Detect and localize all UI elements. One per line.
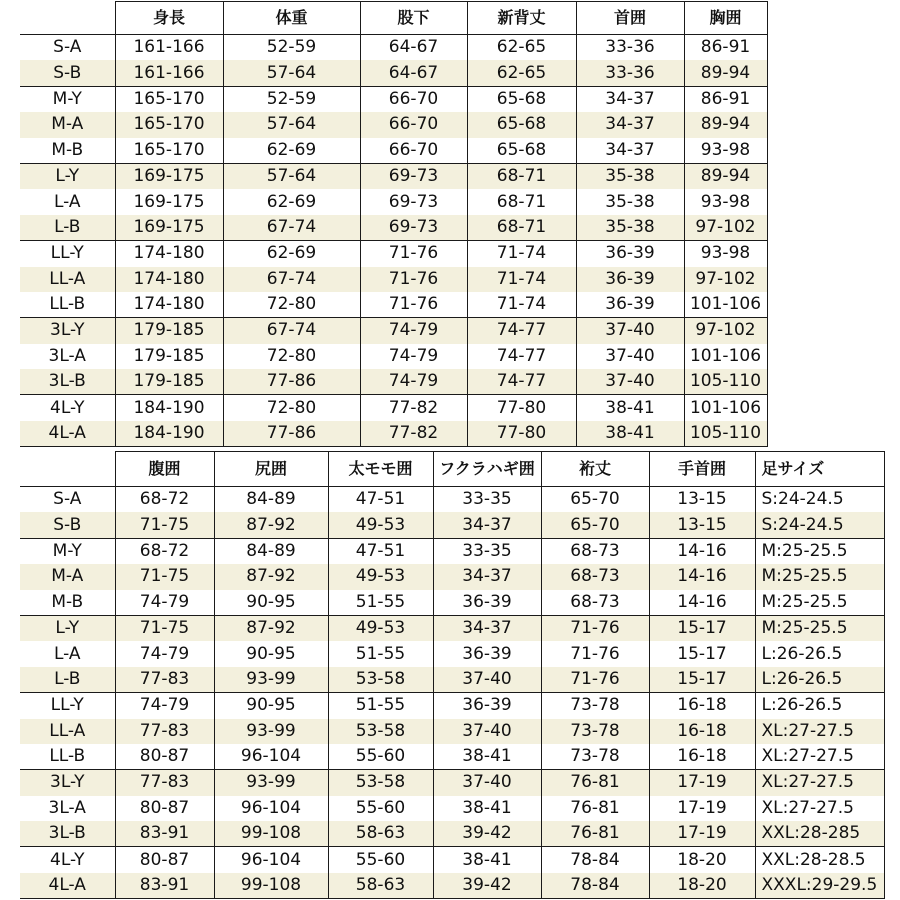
value-cell: 52-59: [223, 86, 360, 112]
value-cell: 15-17: [649, 615, 755, 641]
value-cell: 37-40: [433, 770, 541, 796]
table-row: [20, 770, 884, 796]
value-cell: 96-104: [214, 744, 328, 770]
size-label-cell: L-Y: [20, 615, 115, 641]
value-cell: 13-15: [649, 487, 755, 513]
value-cell: 93-99: [214, 719, 328, 744]
value-cell: 99-108: [214, 821, 328, 847]
value-cell: 39-42: [433, 873, 541, 899]
value-cell: 77-82: [360, 421, 467, 447]
size-label-cell: LL-Y: [50, 243, 84, 264]
header-corner: [20, 452, 115, 487]
size-label-cell: 4L-A: [20, 873, 115, 899]
value-cell: 71-74: [467, 267, 576, 292]
value-cell: 57-64: [223, 163, 360, 189]
column-header: 足サイズ: [755, 452, 884, 487]
value-cell: 47-51: [328, 487, 433, 513]
column-header: フクラハギ囲: [433, 452, 541, 487]
value-cell: 68-73: [541, 590, 649, 616]
value-cell: 57-64: [223, 112, 360, 137]
value-cell: 89-94: [684, 60, 767, 86]
table-row: [20, 344, 767, 369]
column-header: 尻囲: [214, 452, 328, 487]
value-cell: 13-15: [649, 512, 755, 538]
size-label-cell: 3L-B: [20, 369, 115, 395]
value-cell: 78-84: [541, 847, 649, 873]
size-label-cell: LL-B: [20, 292, 115, 318]
value-cell: 80-87: [115, 744, 214, 770]
value-cell: 174-180: [115, 241, 223, 267]
column-header: 手首囲: [649, 452, 755, 487]
column-header: 裄丈: [541, 452, 649, 487]
value-cell: 35-38: [576, 163, 684, 189]
table-row: [20, 693, 884, 719]
value-cell: 97-102: [684, 318, 767, 344]
size-table-upper: [20, 1, 768, 447]
value-cell: 71-75: [115, 512, 214, 538]
size-table-lower: [20, 451, 885, 899]
table-row: [20, 538, 884, 564]
table-row: [20, 138, 767, 164]
size-label-cell: 3L-Y: [20, 770, 115, 796]
size-label-cell: 3L-A: [48, 797, 86, 818]
size-label-cell: M-B: [20, 590, 115, 616]
value-cell: 14-16: [649, 590, 755, 616]
value-cell: 53-58: [328, 719, 433, 744]
size-label-cell: S-A: [53, 489, 82, 510]
table-row: [20, 292, 767, 318]
value-cell: L:26-26.5: [755, 693, 884, 719]
value-cell: 74-79: [115, 693, 214, 719]
table-row: [20, 163, 767, 189]
value-cell: 65-68: [467, 138, 576, 164]
value-cell: 86-91: [684, 86, 767, 112]
value-cell: S:24-24.5: [755, 487, 884, 513]
value-cell: 169-175: [115, 215, 223, 241]
value-cell: 74-79: [115, 641, 214, 666]
value-cell: 68-72: [115, 487, 214, 513]
value-cell: 71-76: [360, 267, 467, 292]
value-cell: XL:27-27.5: [755, 744, 884, 770]
value-cell: XL:27-27.5: [755, 719, 884, 744]
column-header: 首囲: [576, 2, 684, 35]
value-cell: 71-76: [360, 292, 467, 318]
value-cell: 17-19: [649, 796, 755, 821]
value-cell: 71-76: [541, 641, 649, 666]
value-cell: 96-104: [214, 847, 328, 873]
column-header: 太モモ囲: [328, 452, 433, 487]
value-cell: 62-69: [223, 138, 360, 164]
size-label-cell: L-Y: [20, 163, 115, 189]
value-cell: 71-76: [541, 615, 649, 641]
value-cell: 76-81: [541, 796, 649, 821]
value-cell: M:25-25.5: [755, 538, 884, 564]
value-cell: 74-77: [467, 369, 576, 395]
value-cell: 74-77: [467, 344, 576, 369]
value-cell: 161-166: [115, 60, 223, 86]
value-cell: 101-106: [684, 292, 767, 318]
value-cell: 47-51: [328, 538, 433, 564]
value-cell: 53-58: [328, 770, 433, 796]
size-label-cell: 4L-A: [20, 421, 115, 447]
value-cell: 74-79: [360, 318, 467, 344]
value-cell: 34-37: [433, 564, 541, 589]
value-cell: 18-20: [649, 873, 755, 899]
table-row: [20, 641, 884, 666]
value-cell: 62-69: [223, 189, 360, 214]
value-cell: 71-75: [115, 615, 214, 641]
value-cell: 179-185: [115, 369, 223, 395]
value-cell: 66-70: [360, 86, 467, 112]
value-cell: 96-104: [214, 796, 328, 821]
table-row: [20, 719, 884, 744]
value-cell: 68-71: [467, 163, 576, 189]
table-row: [20, 369, 767, 395]
value-cell: 84-89: [214, 487, 328, 513]
table-row: [20, 744, 884, 770]
value-cell: 72-80: [223, 292, 360, 318]
value-cell: 62-65: [467, 35, 576, 61]
value-cell: 101-106: [684, 395, 767, 421]
value-cell: 51-55: [328, 641, 433, 666]
value-cell: 55-60: [328, 796, 433, 821]
size-label-cell: S-B: [20, 60, 115, 86]
value-cell: 184-190: [115, 421, 223, 447]
header-row: [20, 2, 767, 35]
value-cell: 174-180: [115, 292, 223, 318]
value-cell: 37-40: [576, 344, 684, 369]
value-cell: 36-39: [433, 641, 541, 666]
value-cell: M:25-25.5: [755, 615, 884, 641]
value-cell: 34-37: [433, 512, 541, 538]
value-cell: 38-41: [433, 744, 541, 770]
table-row: [20, 267, 767, 292]
value-cell: S:24-24.5: [755, 512, 884, 538]
column-header: 腹囲: [115, 452, 214, 487]
value-cell: 65-68: [467, 112, 576, 137]
value-cell: 76-81: [541, 770, 649, 796]
table-row: [20, 512, 884, 538]
size-label-cell: L-A: [53, 191, 81, 212]
value-cell: 72-80: [223, 395, 360, 421]
column-header: 新背丈: [467, 2, 576, 35]
value-cell: 34-37: [576, 86, 684, 112]
value-cell: 73-78: [541, 744, 649, 770]
value-cell: 105-110: [684, 369, 767, 395]
value-cell: 77-83: [115, 770, 214, 796]
value-cell: 74-77: [467, 318, 576, 344]
value-cell: 49-53: [328, 615, 433, 641]
value-cell: 68-72: [115, 538, 214, 564]
value-cell: 165-170: [115, 86, 223, 112]
value-cell: 15-17: [649, 667, 755, 693]
value-cell: 77-86: [223, 369, 360, 395]
table-row: [20, 847, 884, 873]
value-cell: XXL:28-28.5: [755, 847, 884, 873]
value-cell: 97-102: [684, 267, 767, 292]
column-header: 胸囲: [684, 2, 767, 35]
size-label-cell: M-Y: [52, 540, 82, 561]
value-cell: 69-73: [360, 163, 467, 189]
table-row: [20, 189, 767, 214]
value-cell: 34-37: [433, 615, 541, 641]
table-row: [20, 667, 884, 693]
size-label-cell: M-B: [20, 138, 115, 164]
value-cell: 77-86: [223, 421, 360, 447]
value-cell: 89-94: [684, 163, 767, 189]
table-row: [20, 615, 884, 641]
value-cell: 73-78: [541, 719, 649, 744]
size-label-cell: 4L-Y: [50, 849, 85, 870]
value-cell: 90-95: [214, 641, 328, 666]
size-label-cell: L-B: [20, 215, 115, 241]
value-cell: 84-89: [214, 538, 328, 564]
value-cell: 64-67: [360, 60, 467, 86]
value-cell: 101-106: [684, 344, 767, 369]
value-cell: 71-76: [541, 667, 649, 693]
value-cell: 71-74: [467, 241, 576, 267]
value-cell: 37-40: [433, 719, 541, 744]
value-cell: 51-55: [328, 693, 433, 719]
value-cell: 169-175: [115, 163, 223, 189]
value-cell: 66-70: [360, 112, 467, 137]
value-cell: 77-82: [360, 395, 467, 421]
value-cell: L:26-26.5: [755, 667, 884, 693]
value-cell: 39-42: [433, 821, 541, 847]
value-cell: 169-175: [115, 189, 223, 214]
table-row: [20, 395, 767, 421]
value-cell: 165-170: [115, 138, 223, 164]
table-row: [20, 215, 767, 241]
value-cell: 62-69: [223, 241, 360, 267]
value-cell: 16-18: [649, 693, 755, 719]
value-cell: 17-19: [649, 770, 755, 796]
value-cell: 105-110: [684, 421, 767, 447]
value-cell: 174-180: [115, 267, 223, 292]
value-cell: 83-91: [115, 873, 214, 899]
table-row: [20, 796, 884, 821]
value-cell: 33-36: [576, 35, 684, 61]
value-cell: 36-39: [576, 241, 684, 267]
value-cell: 53-58: [328, 667, 433, 693]
size-table-lower-body: [20, 452, 884, 899]
value-cell: 36-39: [576, 292, 684, 318]
table-row: [20, 590, 884, 616]
table-row: [20, 873, 884, 899]
value-cell: 77-83: [115, 719, 214, 744]
value-cell: 83-91: [115, 821, 214, 847]
size-label-cell: 3L-Y: [20, 318, 115, 344]
table-row: [20, 421, 767, 447]
size-label-cell: L-B: [20, 667, 115, 693]
header-corner: [20, 2, 115, 35]
table-row: [20, 112, 767, 137]
value-cell: 58-63: [328, 821, 433, 847]
value-cell: 37-40: [433, 667, 541, 693]
value-cell: 14-16: [649, 538, 755, 564]
value-cell: 68-73: [541, 564, 649, 589]
value-cell: 68-71: [467, 189, 576, 214]
table-row: [20, 86, 767, 112]
value-cell: 71-74: [467, 292, 576, 318]
column-header: 身長: [115, 2, 223, 35]
value-cell: 37-40: [576, 369, 684, 395]
value-cell: 36-39: [576, 267, 684, 292]
value-cell: 38-41: [576, 395, 684, 421]
value-cell: 90-95: [214, 693, 328, 719]
table-row: [20, 60, 767, 86]
value-cell: 34-37: [576, 138, 684, 164]
value-cell: 14-16: [649, 564, 755, 589]
value-cell: 74-79: [115, 590, 214, 616]
size-label-cell: M-A: [20, 564, 115, 589]
value-cell: XXXL:29-29.5: [755, 873, 884, 899]
value-cell: XL:27-27.5: [755, 770, 884, 796]
value-cell: 71-76: [360, 241, 467, 267]
value-cell: 34-37: [576, 112, 684, 137]
value-cell: 86-91: [684, 35, 767, 61]
value-cell: 93-99: [214, 770, 328, 796]
value-cell: 87-92: [214, 564, 328, 589]
size-label-cell: LL-Y: [50, 695, 84, 716]
value-cell: 35-38: [576, 189, 684, 214]
column-header: 体重: [223, 2, 360, 35]
value-cell: 77-83: [115, 667, 214, 693]
column-header: 股下: [360, 2, 467, 35]
value-cell: 38-41: [576, 421, 684, 447]
value-cell: 74-79: [360, 344, 467, 369]
size-label-cell: L-A: [53, 643, 81, 664]
value-cell: 33-35: [433, 538, 541, 564]
table-row: [20, 241, 767, 267]
value-cell: 57-64: [223, 60, 360, 86]
size-label-cell: LL-A: [20, 267, 115, 292]
value-cell: 62-65: [467, 60, 576, 86]
size-label-cell: 3L-A: [48, 345, 86, 366]
value-cell: 65-70: [541, 512, 649, 538]
size-label-cell: LL-A: [20, 719, 115, 744]
value-cell: 71-75: [115, 564, 214, 589]
value-cell: 93-98: [684, 241, 767, 267]
value-cell: 80-87: [115, 847, 214, 873]
value-cell: 69-73: [360, 189, 467, 214]
value-cell: XL:27-27.5: [755, 796, 884, 821]
value-cell: 87-92: [214, 512, 328, 538]
value-cell: 33-35: [433, 487, 541, 513]
value-cell: 87-92: [214, 615, 328, 641]
value-cell: 179-185: [115, 318, 223, 344]
value-cell: 80-87: [115, 796, 214, 821]
size-label-cell: M-A: [20, 112, 115, 137]
value-cell: 90-95: [214, 590, 328, 616]
table-row: [20, 564, 884, 589]
value-cell: 33-36: [576, 60, 684, 86]
value-cell: 64-67: [360, 35, 467, 61]
value-cell: 161-166: [115, 35, 223, 61]
value-cell: 49-53: [328, 512, 433, 538]
value-cell: 38-41: [433, 796, 541, 821]
value-cell: 16-18: [649, 719, 755, 744]
value-cell: 97-102: [684, 215, 767, 241]
size-label-cell: M-Y: [52, 88, 82, 109]
value-cell: 93-98: [684, 189, 767, 214]
value-cell: 58-63: [328, 873, 433, 899]
value-cell: 16-18: [649, 744, 755, 770]
table-row: [20, 35, 767, 61]
size-label-cell: S-B: [20, 512, 115, 538]
value-cell: 165-170: [115, 112, 223, 137]
value-cell: M:25-25.5: [755, 590, 884, 616]
value-cell: 52-59: [223, 35, 360, 61]
value-cell: 65-70: [541, 487, 649, 513]
value-cell: 35-38: [576, 215, 684, 241]
value-cell: 67-74: [223, 267, 360, 292]
value-cell: 18-20: [649, 847, 755, 873]
value-cell: 69-73: [360, 215, 467, 241]
value-cell: 36-39: [433, 693, 541, 719]
value-cell: 36-39: [433, 590, 541, 616]
value-cell: 55-60: [328, 744, 433, 770]
value-cell: 76-81: [541, 821, 649, 847]
value-cell: 73-78: [541, 693, 649, 719]
value-cell: M:25-25.5: [755, 564, 884, 589]
value-cell: 68-71: [467, 215, 576, 241]
value-cell: 74-79: [360, 369, 467, 395]
value-cell: 99-108: [214, 873, 328, 899]
value-cell: 184-190: [115, 395, 223, 421]
size-label-cell: S-A: [53, 37, 82, 58]
value-cell: 77-80: [467, 421, 576, 447]
value-cell: 89-94: [684, 112, 767, 137]
size-table-upper-body: [20, 2, 767, 447]
value-cell: 37-40: [576, 318, 684, 344]
size-label-cell: 4L-Y: [50, 397, 85, 418]
value-cell: 17-19: [649, 821, 755, 847]
value-cell: L:26-26.5: [755, 641, 884, 666]
value-cell: 66-70: [360, 138, 467, 164]
value-cell: 93-99: [214, 667, 328, 693]
value-cell: 65-68: [467, 86, 576, 112]
table-row: [20, 487, 884, 513]
size-label-cell: 3L-B: [20, 821, 115, 847]
value-cell: 51-55: [328, 590, 433, 616]
value-cell: 93-98: [684, 138, 767, 164]
value-cell: 179-185: [115, 344, 223, 369]
table-row: [20, 821, 884, 847]
value-cell: 67-74: [223, 215, 360, 241]
value-cell: 77-80: [467, 395, 576, 421]
value-cell: 72-80: [223, 344, 360, 369]
value-cell: 67-74: [223, 318, 360, 344]
value-cell: 68-73: [541, 538, 649, 564]
size-label-cell: LL-B: [20, 744, 115, 770]
value-cell: XXL:28-285: [755, 821, 884, 847]
table-row: [20, 318, 767, 344]
value-cell: 78-84: [541, 873, 649, 899]
header-row: [20, 452, 884, 487]
value-cell: 15-17: [649, 641, 755, 666]
value-cell: 55-60: [328, 847, 433, 873]
value-cell: 38-41: [433, 847, 541, 873]
value-cell: 49-53: [328, 564, 433, 589]
